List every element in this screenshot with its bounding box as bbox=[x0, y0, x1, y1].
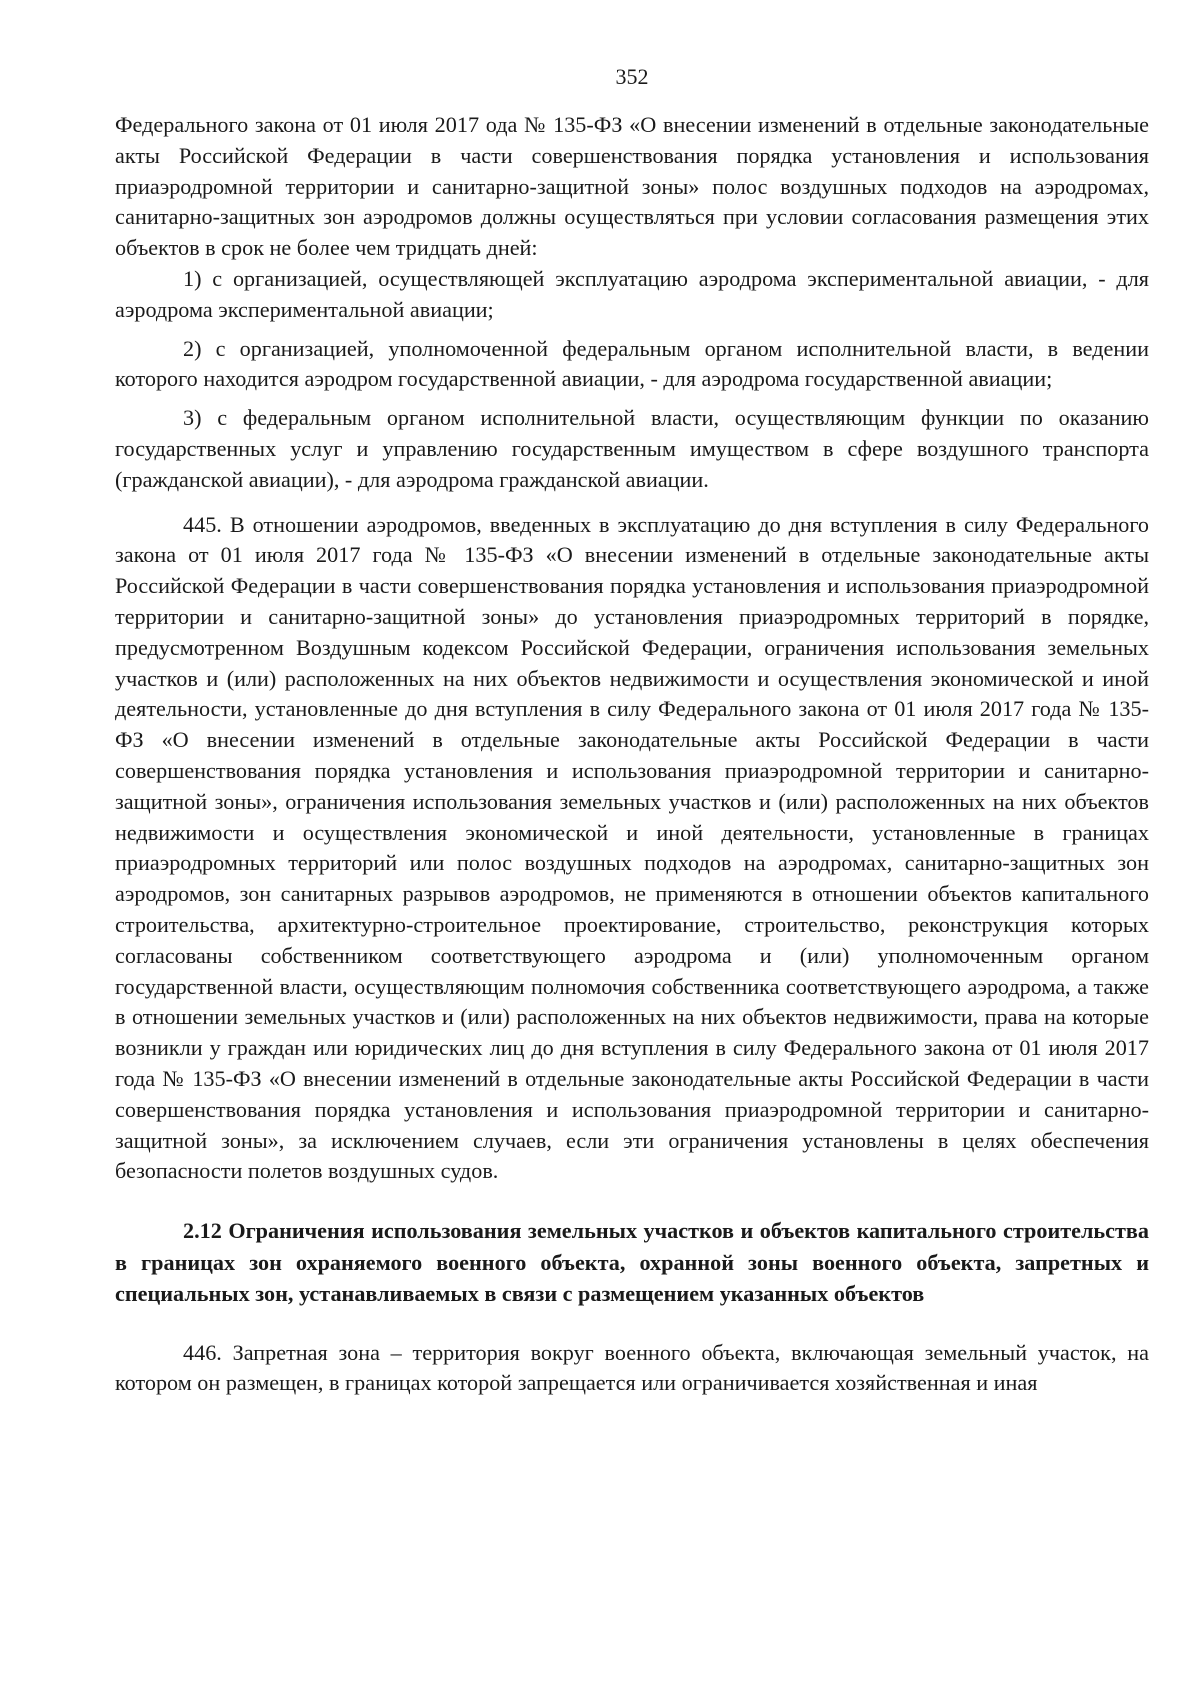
paragraph-445: 445. В отношении аэродромов, введенных в эксплуатацию до дня вступления в силу Федерального закона от 01 июля 2017 года № 135-ФЗ «О внесении изменений в отдельные законодательные акты Российской Федерации в части совершенствования порядка установления и использования приаэродромной территории и санитарно-защитной зоны» до установления приаэродромных территорий в порядке, предусмотренном Воздушным кодексом Российской Федерации, ограничения использования земельных участков и (или) расположенных на них объектов недвижимости и осуществления экономической и иной деятельности, установленные до дня вступления в силу Федерального закона от 01 июля 2017 года № 135-ФЗ «О внесении изменений в отдельные законодательные акты Российской Федерации в части совершенствования порядка установления и использования приаэродромной территории и санитарно-защитной зоны», ограничения использования земельных участков и (или) расположенных на них объектов недвижимости и осуществления экономической и иной деятельности, установленные в границах приаэродромных территорий или полос воздушных подходов на аэродромах, санитарно-защитных зон аэродромов, зон санитарных разрывов аэродромов, не применяются в отношении объектов капитального строительства, архитектурно-строительное проектирование, строительство, реконструкция которых согласованы собственником соответствующего аэродрома и (или) уполномоченным органом государственной власти, осуществляющим полномочия собственника соответствующего аэродрома, а также в отношении земельных участков и (или) расположенных на них объектов недвижимости, права на которые возникли у граждан или юридических лиц до дня вступления в силу Федерального закона от 01 июля 2017 года № 135-ФЗ «О внесении изменений в отдельные законодательные акты Российской Федерации в части совершенствования порядка установления и использования приаэродромной территории и санитарно-защитной зоны», за исключением случаев, если эти ограничения установлены в целях обеспечения безопасности полетов воздушных судов. bbox=[115, 511, 1149, 1184]
document-page bbox=[115, 62, 1149, 1399]
paragraph-continuation: Федерального закона от 01 июля 2017 ода № 135-ФЗ «О внесении изменений в отдельные законодательные акты Российской Федерации в части совершенствования порядка установления и использования приаэродромной территории и санитарно-защитной зоны» полос воздушных подходов на аэродромах, санитарно-защитных зон аэродромов должны осуществляться при условии согласования размещения этих объектов в срок не более чем тридцать дней: bbox=[115, 112, 1149, 261]
page-number: 352 bbox=[615, 64, 649, 89]
list-item-1: 1) с организацией, осуществляющей эксплуатацию аэродрома экспериментальной авиации, - для аэродрома экспериментальной авиации; bbox=[115, 265, 1149, 322]
section-heading-2-12: 2.12 Ограничения использования земельных участков и объектов капитального строительства в границах зон охраняемого военного объекта, охранной зоны военного объекта, запретных и специальных зон, устанавливаемых в связи с размещением указанных объектов bbox=[115, 1218, 1149, 1307]
list-item-2: 2) с организацией, уполномоченной федеральным органом исполнительной власти, в ведении которого находится аэродром государственной авиации, - для аэродрома государственной авиации; bbox=[115, 335, 1149, 392]
paragraph-446: 446. Запретная зона – территория вокруг военного объекта, включающая земельный участок, на котором он размещен, в границах которой запрещается или ограничивается хозяйственная и иная bbox=[115, 1339, 1149, 1396]
list-item-3: 3) с федеральным органом исполнительной власти, осуществляющим функции по оказанию государственных услуг и управлению государственным имуществом в сфере воздушного транспорта (гражданской авиации), - для аэродрома гражданской авиации. bbox=[115, 405, 1149, 492]
